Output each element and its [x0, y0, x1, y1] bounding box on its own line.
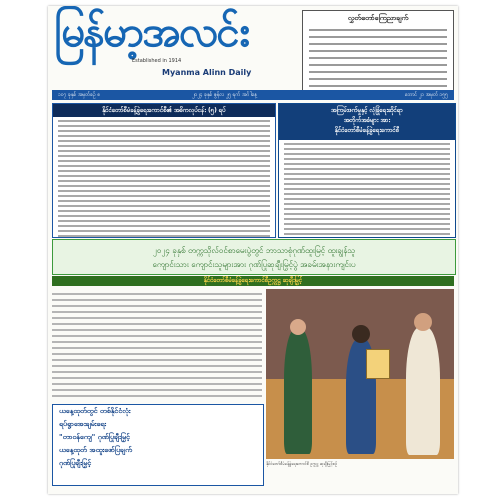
award-ceremony-photo: [266, 289, 454, 459]
announcement-headline-line-2: အတိုက်အခံများ အား: [343, 117, 391, 124]
issue-number: ၁၀၇ ခုနှစ် အမှတ်စဥ် ၈: [58, 92, 101, 98]
volume-number: ဘောင် ၂၁ အမှတ် ၁၅၅: [405, 92, 448, 98]
feature-line-2: ရပ်ရွာအေးချမ်းရေး: [59, 420, 107, 428]
feature-line-3: "တာဝန်ကျေ" ဂုဏ်ပြုချီးမြှင့်: [59, 433, 130, 441]
established-note: Established in 1914: [132, 58, 182, 64]
english-title: Myanma Alinn Daily: [162, 68, 252, 77]
notice-title: လွှတ်တော်ကြေညာချက်: [347, 14, 409, 22]
lead-story-text: [52, 289, 262, 399]
notice-box: [302, 10, 454, 92]
feature-line-4: ယနေ့ထုတ် အထူးဖော်ပြချက်: [59, 446, 132, 454]
lead-headline-line-1: ၂၀၂၄ ခုနှစ် တက္ကသိုလ်ဝင်စာမေးပွဲတွင် ဘာသာစုံဂုဏ်ထူးမြင့် ထူးချွန်သူ: [152, 246, 356, 255]
announcement-headline: [279, 104, 455, 140]
objectives-box: [52, 103, 276, 238]
photo-caption: နိုင်ငံတော်စီမံခန့်ခွဲရေးကောင်စီ ဥက္ကဋ္ဌ ဆုချီးမြှင့်စဉ်: [266, 461, 338, 466]
announcement-headline-line-3: နိုင်ငံတော်စီမံခန့်ခွဲရေးကောင်စီ: [334, 127, 400, 134]
newspaper-front-page: [48, 6, 458, 494]
newspaper-title: မြန်မာ့အလင်း: [54, 7, 248, 56]
feature-line-1: ယနေ့ထုတ်တွင် တစ်နိုင်ငံလုံး: [59, 407, 131, 415]
objectives-headline: နိုင်ငံတော်စီမံခန့်ခွဲရေးကောင်စီ၏ အဓိကလုပ်ငန်း (၅) ရပ်: [53, 104, 275, 117]
lead-headline-banner: [52, 239, 456, 275]
announcement-box: [278, 103, 456, 238]
dateline-bar: [52, 90, 454, 100]
issue-date: ၂၀၂၄ ခုနှစ် ဇွန်လ ၂၅ ရက် အင်္ဂါနေ့: [192, 92, 257, 98]
lead-headline-line-2: ကျောင်းသား ကျောင်းသူများအား ဂုဏ်ပြုဆုချီးမြှင့်ပွဲ အခမ်းအနားကျင်းပ: [152, 260, 356, 269]
feature-line-5: ဂုဏ်ပြုချီးမြှင့်: [59, 459, 92, 467]
lead-subheadline: နိုင်ငံတော်စီမံခန့်ခွဲရေးကောင်စီဥက္ကဋ္ဌ ဆုချီးမြှင့်: [52, 276, 454, 286]
announcement-headline-line-1: အကြမ်းဖက်မှုနှင့် လုံခြုံရေးဆိုင်ရာ: [331, 107, 403, 114]
feature-box: [52, 404, 264, 486]
masthead: [52, 8, 302, 84]
